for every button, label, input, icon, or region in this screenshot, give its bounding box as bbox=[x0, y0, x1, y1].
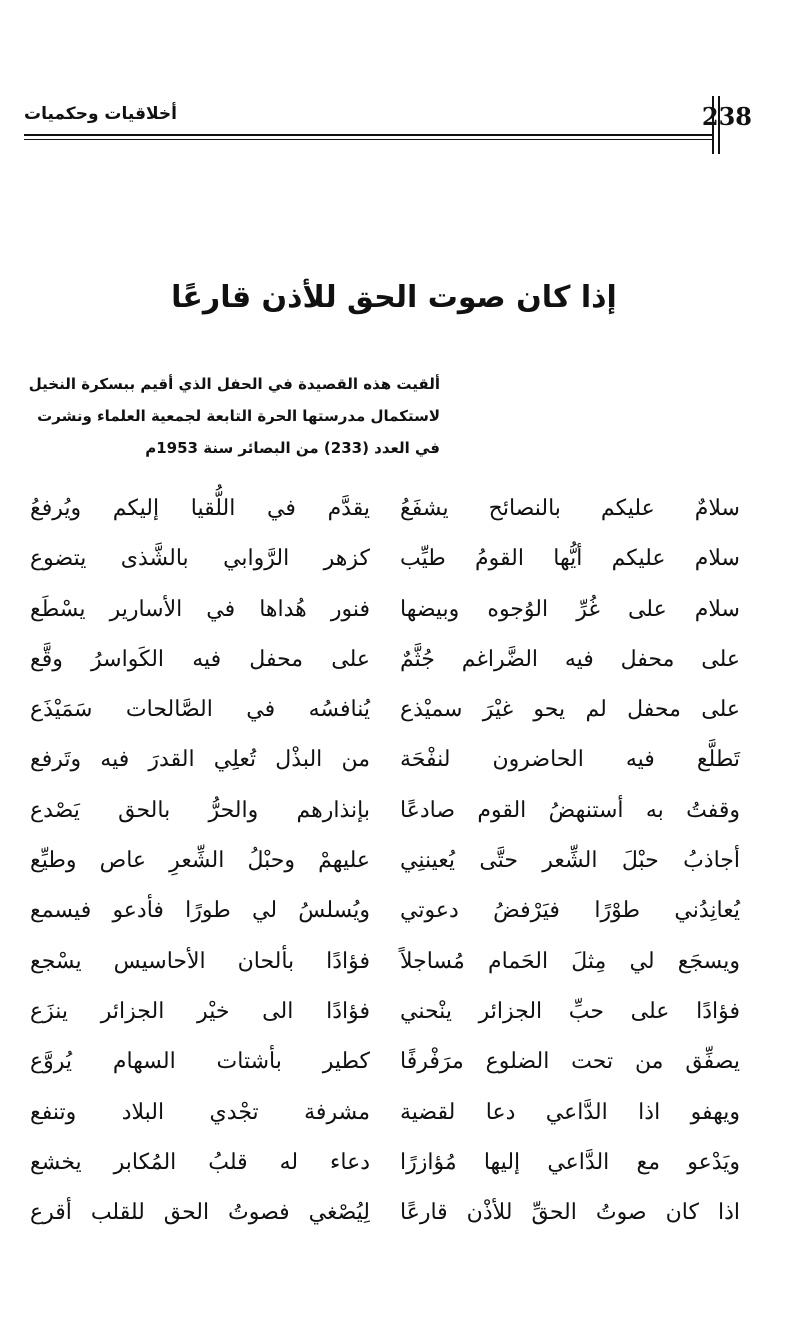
first-hemistich: على محفل لم يحو غيْرَ سميْذع bbox=[400, 697, 740, 723]
first-hemistich: سلام عليكم أيُّها القومُ طيِّب bbox=[400, 546, 740, 572]
second-hemistich: فنور هُداها في الأسارير يسْطَع bbox=[30, 596, 370, 622]
first-hemistich: وقفتُ به أستنهضُ القوم صادعًا bbox=[400, 797, 740, 823]
second-hemistich: يُنافسُه في الصَّالحات سَمَيْذَع bbox=[30, 697, 370, 723]
poem-title: إذا كان صوت الحق للأذن قارعًا bbox=[171, 280, 617, 315]
verse bbox=[0, 597, 788, 647]
second-hemistich: من البذْل تُعلِي القدرَ فيه وتَرفع bbox=[30, 747, 370, 773]
running-title: أخلاقيات وحكميات bbox=[24, 104, 177, 124]
verse bbox=[0, 1200, 788, 1250]
first-hemistich: يصفِّق من تحت الضلوع مرَفْرفًا bbox=[400, 1049, 740, 1075]
header-rule bbox=[24, 134, 714, 136]
second-hemistich: فؤادًا بألحان الأحاسيس يسْجع bbox=[30, 948, 370, 974]
second-hemistich: يقدَّم في اللُّقيا إليكم ويُرفعُ bbox=[30, 496, 370, 521]
second-hemistich: بإنذارهم والحرُّ بالحق يَصْدع bbox=[30, 797, 370, 823]
intro-line: لاستكمال مدرستها الحرة التابعة لجمعية العلماء ونشرت bbox=[37, 407, 440, 425]
first-hemistich: فؤادًا على حبِّ الجزائر ينْحني bbox=[400, 998, 740, 1024]
first-hemistich: ويَدْعو مع الدَّاعي إليها مُؤازرًا bbox=[400, 1149, 740, 1175]
verse bbox=[0, 747, 788, 797]
verse bbox=[0, 949, 788, 999]
second-hemistich: على محفل فيه الكَواسرُ وقَّع bbox=[30, 646, 370, 672]
header-divider bbox=[712, 96, 714, 154]
first-hemistich: سلامٌ عليكم بالنصائح يشفَعُ bbox=[400, 496, 740, 521]
verse bbox=[0, 496, 788, 546]
first-hemistich: أجاذبُ حبْلَ الشِّعر حتَّى يُعيننِي bbox=[400, 848, 740, 874]
first-hemistich: يُعانِدُني طوْرًا فيَرْفضُ دعوتي bbox=[400, 898, 740, 924]
verse bbox=[0, 999, 788, 1049]
verse bbox=[0, 1100, 788, 1150]
first-hemistich: تَطلَّع فيه الحاضرون لنفْحَة bbox=[400, 747, 740, 773]
second-hemistich: مشرفة تجْدي البلاد وتنفع bbox=[30, 1099, 370, 1125]
verse bbox=[0, 697, 788, 747]
verse bbox=[0, 647, 788, 697]
second-hemistich: عليهمْ وحبْلُ الشِّعرِ عاص وطيِّع bbox=[30, 848, 370, 874]
intro-line: ألقيت هذه القصيدة في الحفل الذي أقيم ببسكرة النخيل bbox=[28, 375, 440, 393]
first-hemistich: ويسجَع لي مِثلَ الحَمام مُساجلاً bbox=[400, 948, 740, 974]
first-hemistich: ويهفو اذا الدَّاعي دعا لقضية bbox=[400, 1099, 740, 1125]
verse bbox=[0, 546, 788, 596]
verse bbox=[0, 1150, 788, 1200]
page-header bbox=[24, 96, 764, 142]
verse bbox=[0, 798, 788, 848]
second-hemistich: فؤادًا الى خيْر الجزائر ينزَع bbox=[30, 998, 370, 1024]
header-divider bbox=[718, 96, 720, 154]
verse bbox=[0, 1049, 788, 1099]
first-hemistich: اذا كان صوتُ الحقِّ للأذْن قارعًا bbox=[400, 1200, 740, 1226]
second-hemistich: كطير بأشتات السهام يُروَّع bbox=[30, 1049, 370, 1075]
second-hemistich: لِيُصْغي فصوتُ الحق للقلب أقرع bbox=[30, 1200, 370, 1226]
first-hemistich: على محفل فيه الضَّراغم جُثَّمٌ bbox=[400, 646, 740, 672]
second-hemistich: ويُسلسُ لي طورًا فأدعو فيسمع bbox=[30, 898, 370, 924]
intro-line: في العدد (233) من البصائر سنة 1953م bbox=[145, 439, 440, 457]
second-hemistich: كزهر الرَّوابي بالشَّذى يتضوع bbox=[30, 546, 370, 572]
poem bbox=[0, 496, 788, 1250]
header-rule bbox=[24, 139, 714, 140]
verse bbox=[0, 848, 788, 898]
intro-note bbox=[28, 368, 440, 464]
first-hemistich: سلام على غُرِّ الوُجوه وبيضها bbox=[400, 596, 740, 622]
page-number: 238 bbox=[701, 102, 752, 131]
second-hemistich: دعاء له قلبُ المُكابر يخشع bbox=[30, 1149, 370, 1175]
verse bbox=[0, 898, 788, 948]
